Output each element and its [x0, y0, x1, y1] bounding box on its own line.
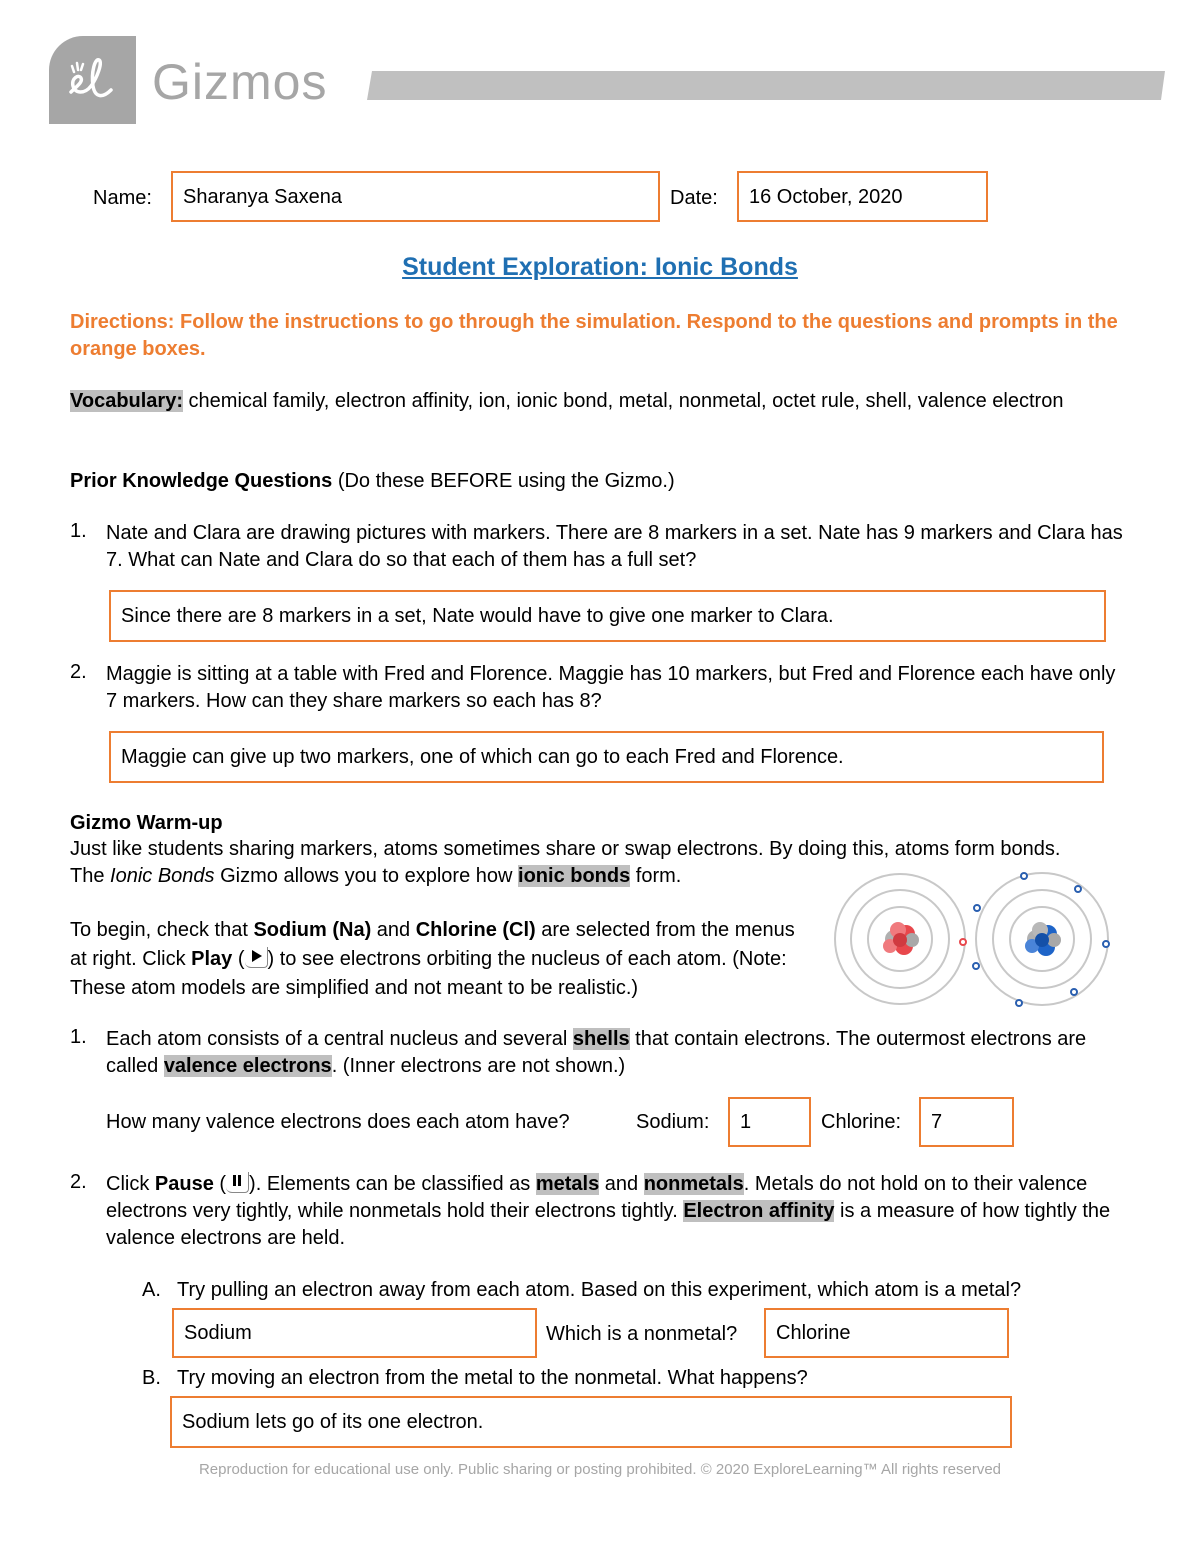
name-label: Name:: [93, 187, 152, 209]
vocabulary: [70, 388, 1130, 415]
warmup-heading: Gizmo Warm-up: [70, 812, 223, 834]
question-text: Nate and Clara are drawing pictures with markers. There are 8 markers in a set. Nate has 9 markers and Clara has 7. What can Nate and Clara do so that each of them has a full set?: [106, 522, 1123, 571]
header-bar: [367, 71, 1165, 100]
answer-text: Maggie can give up two markers, one of which can go to each Fred and Florence.: [121, 746, 844, 768]
answer-box-subquestion-b[interactable]: [170, 1396, 1012, 1448]
date-field[interactable]: [737, 171, 988, 222]
q2-text: and: [599, 1173, 644, 1195]
subquestion-a-text: Try pulling an electron away from each atom. Based on this experiment, which atom is a metal?: [177, 1279, 1022, 1301]
explorelearning-logo: [49, 36, 136, 124]
chlorine-label: Chlorine:: [821, 1111, 902, 1133]
name-value: Sharanya Saxena: [183, 185, 343, 208]
gizmo-name: Ionic Bonds: [110, 865, 215, 887]
subquestion-b-text: Try moving an electron from the metal to the nonmetal. What happens?: [177, 1367, 808, 1389]
sodium-bold: Sodium (Na): [253, 919, 372, 941]
sodium-chlorine-atoms-image: [828, 862, 1118, 1012]
q2-text: Click: [106, 1173, 155, 1195]
pause-icon: [226, 1172, 249, 1193]
prior-knowledge-heading: [70, 468, 1130, 495]
begin-text: ) to see electrons orbiting the nucleus of each atom. (Note: These atom models are simplified and not meant to be realistic.): [70, 948, 787, 999]
explorelearning-el-icon: [63, 52, 123, 108]
chlorine-valence-value: 7: [931, 1111, 943, 1133]
answer-text: Since there are 8 markers in a set, Nate would have to give one marker to Clara.: [121, 605, 834, 627]
name-field[interactable]: [171, 171, 660, 222]
q2-text: ). Elements can be classified as: [249, 1173, 536, 1195]
question-number: 1.: [70, 1026, 87, 1048]
metal-answer-field[interactable]: [172, 1308, 537, 1358]
question-text: Maggie is sitting at a table with Fred and Florence. Maggie has 10 markers, but Fred and Florence each have only 7 markers. How can they share markers so each has 8?: [106, 663, 1116, 712]
warmup-intro-text: Just like students sharing markers, atoms sometimes share or swap electrons. By doing this, atoms form bonds. The: [70, 838, 1061, 887]
q2-text: (: [213, 1173, 227, 1195]
play-bold: Play: [191, 948, 233, 970]
nonmetal-answer-field[interactable]: [764, 1308, 1009, 1358]
q2-text: . Metals do not hold on to their valence electrons very tightly, while nonmetals hold their electrons tightly.: [106, 1173, 1088, 1222]
vocab-highlight-nonmetals: nonmetals: [643, 1173, 744, 1195]
nonmetal-label: Which is a nonmetal?: [546, 1323, 738, 1345]
subquestion-letter: B.: [142, 1367, 161, 1389]
question-number: 2.: [70, 1171, 87, 1193]
warmup-begin: [70, 916, 810, 1003]
q1-text: that contain electrons. The outermost electrons are called: [106, 1028, 1087, 1077]
sodium-label: Sodium:: [636, 1111, 710, 1133]
answer-box-prior-2[interactable]: [109, 731, 1104, 783]
sodium-valence-value: 1: [740, 1111, 752, 1133]
pause-bold: Pause: [154, 1173, 214, 1195]
vocabulary-label: Vocabulary:: [70, 390, 183, 412]
brand-name: Gizmos: [152, 54, 328, 110]
vocab-highlight-shells: shells: [572, 1028, 630, 1050]
answer-text: Sodium lets go of its one electron.: [182, 1411, 484, 1433]
vocab-highlight-valence-electrons: valence electrons: [163, 1055, 332, 1077]
date-label: Date:: [670, 187, 718, 209]
warmup-intro-text: form.: [630, 865, 682, 887]
footer-copyright: Reproduction for educational use only. Public sharing or posting prohibited. © 2020 ExploreLearning™ All rights reserved: [198, 1461, 1002, 1478]
prior-knowledge-note: (Do these BEFORE using the Gizmo.): [332, 470, 675, 492]
question-text: [106, 1026, 1136, 1080]
begin-text: (: [232, 948, 245, 970]
begin-text: To begin, check that: [70, 919, 254, 941]
q1-text: . (Inner electrons are not shown.): [331, 1055, 626, 1077]
vocabulary-terms: chemical family, electron affinity, ion, ionic bond, metal, nonmetal, octet rule, shell, valence electron: [183, 390, 1064, 412]
subquestion-letter: A.: [142, 1279, 161, 1301]
nonmetal-answer-value: Chlorine: [776, 1322, 851, 1344]
vocab-highlight-metals: metals: [535, 1173, 600, 1195]
answer-box-prior-1[interactable]: [109, 590, 1106, 642]
prior-knowledge-title: Prior Knowledge Questions: [70, 470, 333, 492]
vocab-highlight-ionic-bonds: ionic bonds: [518, 865, 631, 887]
begin-text: are selected from the menus at right. Click: [70, 919, 795, 970]
question-number: 2.: [70, 661, 87, 683]
valence-prompt: How many valence electrons does each atom have?: [106, 1111, 570, 1133]
date-value: 16 October, 2020: [749, 185, 903, 208]
q1-text: Each atom consists of a central nucleus and several: [106, 1028, 573, 1050]
vocab-highlight-electron-affinity: Electron affinity: [683, 1200, 835, 1222]
directions: Directions: Follow the instructions to go through the simulation. Respond to the questions and prompts in the orange boxes.: [70, 311, 1118, 360]
sodium-valence-electron: [960, 939, 966, 945]
sodium-valence-field[interactable]: [728, 1097, 811, 1147]
page-title: Student Exploration: Ionic Bonds: [402, 253, 798, 281]
metal-answer-value: Sodium: [184, 1322, 252, 1344]
chlorine-bold: Chlorine (Cl): [415, 919, 536, 941]
sodium-nucleus: [883, 922, 919, 955]
chlorine-nucleus: [1025, 922, 1061, 956]
question-number: 1.: [70, 520, 87, 542]
question-text: [106, 1171, 1136, 1252]
warmup-intro-text: Gizmo allows you to explore how: [214, 865, 519, 887]
play-icon: [245, 947, 268, 968]
begin-text: and: [371, 919, 416, 941]
chlorine-valence-field[interactable]: [919, 1097, 1014, 1147]
q2-text: is a measure of how tightly the valence electrons are held.: [106, 1200, 1111, 1249]
